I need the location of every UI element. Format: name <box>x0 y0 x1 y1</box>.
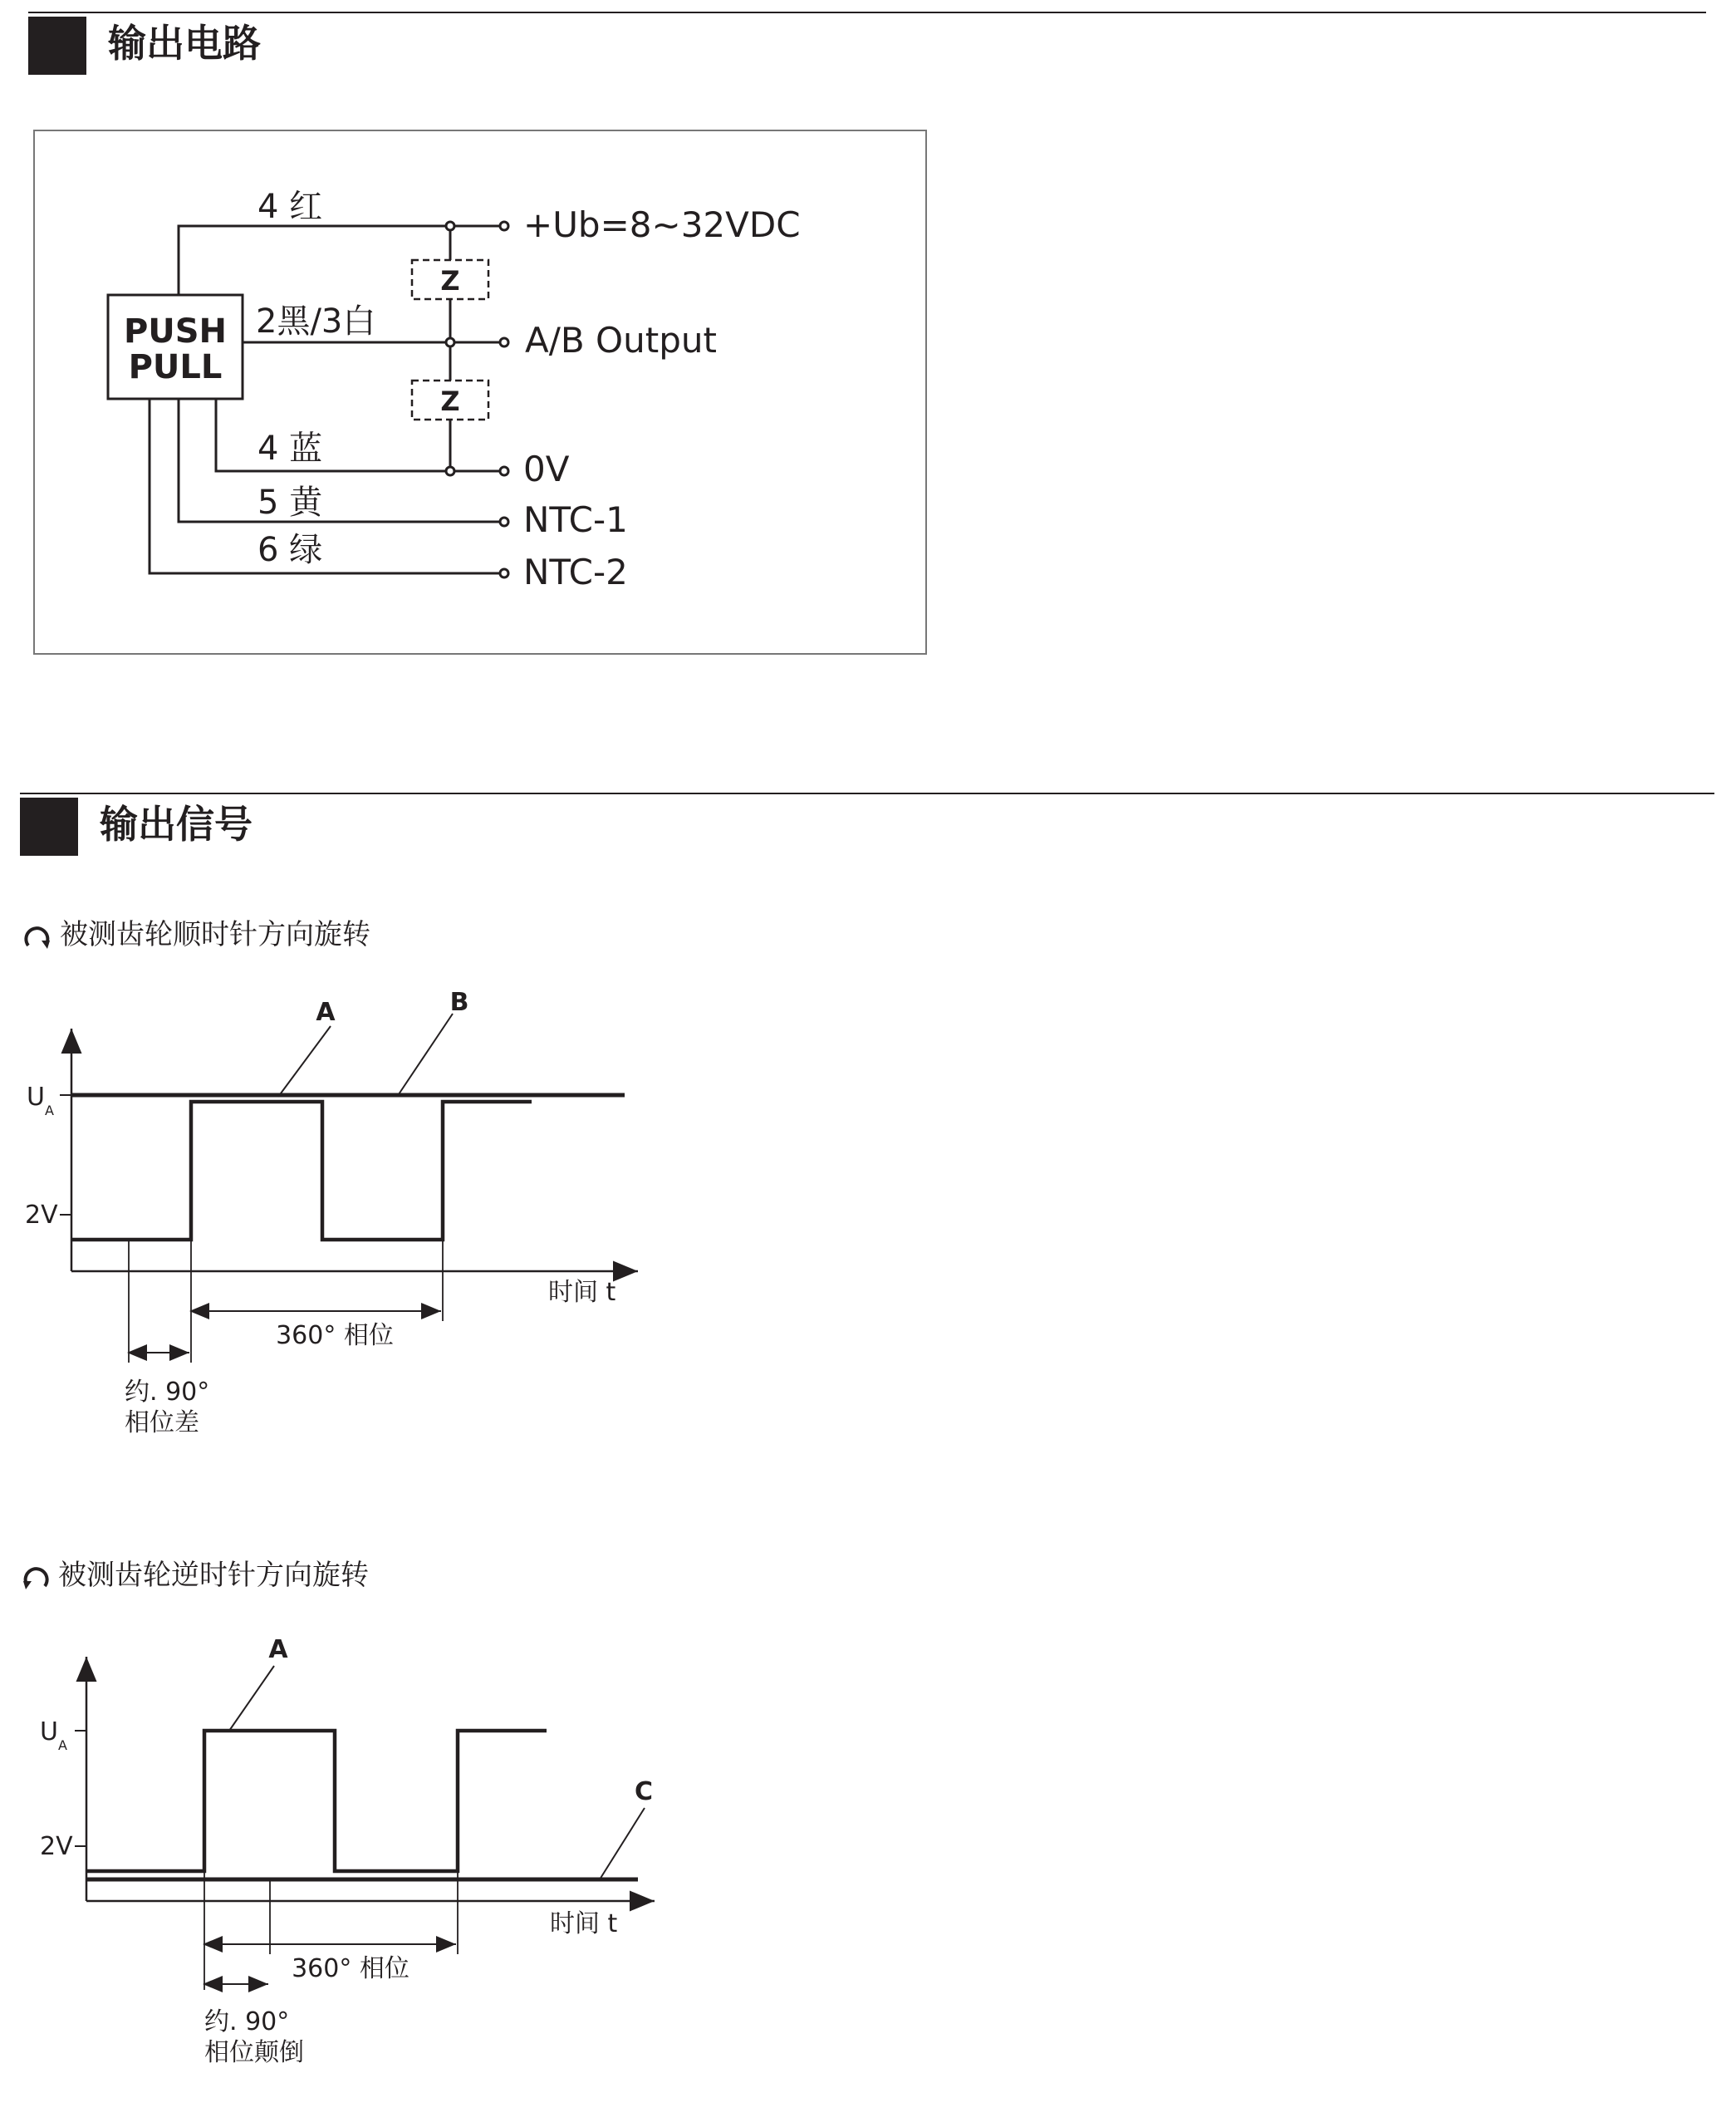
box-label-pull: PULL <box>128 348 223 386</box>
period-label: 360° 相位 <box>292 1954 409 1983</box>
terminal-label-output: A/B Output <box>525 320 717 361</box>
phase-shift-label-2: 相位颠倒 <box>204 2038 304 2067</box>
clockwise-label: 被测齿轮顺时针方向旋转 <box>60 918 370 951</box>
marker-c-label: C <box>634 1777 654 1806</box>
marker-a-leader <box>278 1026 331 1097</box>
terminal-ub <box>500 222 508 230</box>
junction-dot <box>446 222 454 230</box>
marker-b-label: B <box>449 988 469 1017</box>
wire-label-green: 6 绿 <box>257 531 323 569</box>
marker-a-leader <box>229 1666 274 1731</box>
wire-green <box>150 399 501 573</box>
y-label-2v: 2V <box>40 1832 73 1861</box>
phase-shift-label-2: 相位差 <box>125 1408 199 1437</box>
y-label-ua-sub: A <box>45 1103 54 1118</box>
junction-dot <box>446 467 454 475</box>
y-label-ua: U <box>40 1717 58 1746</box>
terminal-ntc2 <box>500 569 508 577</box>
phase-shift-label-1: 约. 90° <box>125 1378 210 1407</box>
y-label-2v: 2V <box>25 1201 58 1230</box>
wire-label-black-white: 2黑/3白 <box>256 302 376 341</box>
section-title: 输出信号 <box>100 802 253 847</box>
marker-a-label: A <box>268 1635 288 1664</box>
terminal-label-ub: +Ub=8~32VDC <box>523 204 801 245</box>
box-label-push: PUSH <box>123 312 228 351</box>
phase-shift-label-1: 约. 90° <box>204 2007 290 2036</box>
marker-a-label: A <box>316 998 336 1027</box>
terminal-0v <box>500 467 508 475</box>
counterclockwise-label: 被测齿轮逆时针方向旋转 <box>58 1559 369 1592</box>
x-axis-label: 时间 t <box>550 1909 618 1938</box>
counterclockwise-timing-chart <box>75 1657 655 1990</box>
terminal-ntc1 <box>500 518 508 526</box>
marker-b-leader <box>397 1014 453 1097</box>
counterclockwise-chart-labels <box>40 1635 653 2067</box>
signal-a-trace <box>86 1731 547 1871</box>
section-title: 输出电路 <box>108 21 261 66</box>
terminal-label-ntc2: NTC-2 <box>523 552 628 592</box>
y-label-ua-sub: A <box>58 1737 67 1753</box>
z-label-top: Z <box>440 265 460 297</box>
wire-yellow <box>179 399 501 522</box>
y-label-ua: U <box>27 1083 45 1112</box>
clockwise-timing-chart <box>60 1014 638 1363</box>
terminal-label-0v: 0V <box>523 449 570 489</box>
z-label-bottom: Z <box>440 386 460 417</box>
wire-label-blue: 4 蓝 <box>257 430 323 468</box>
signal-a-trace <box>71 1102 532 1240</box>
wire-label-yellow: 5 黄 <box>257 484 323 522</box>
terminal-label-ntc1: NTC-1 <box>523 499 628 540</box>
x-axis-label: 时间 t <box>548 1278 616 1307</box>
wire-label-red: 4 红 <box>257 188 323 226</box>
period-label: 360° 相位 <box>276 1321 394 1350</box>
junction-dot <box>446 338 454 346</box>
marker-c-leader <box>600 1808 645 1879</box>
terminal-output <box>500 338 508 346</box>
